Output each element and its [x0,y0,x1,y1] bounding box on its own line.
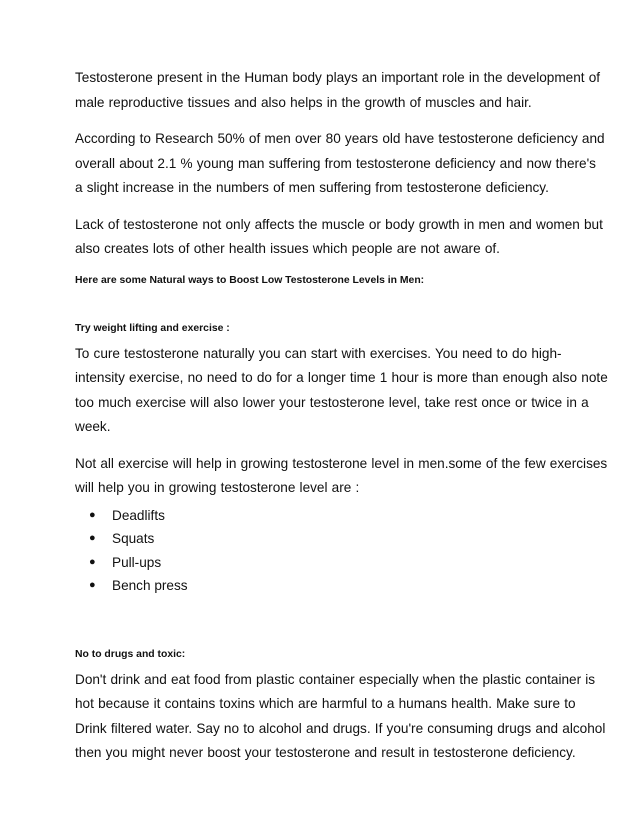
list-item [75,574,575,598]
paragraph-line: Lack of testosterone not only affects the muscle or body growth in men and women but [75,216,603,232]
bullet-icon: ● [89,579,96,591]
paragraph-line: According to Research 50% of men over 80 years old have testosterone deficiency and [75,131,605,146]
list-item [75,504,575,528]
bullet-icon: ● [89,532,96,544]
paragraph-line: To cure testosterone naturally you can start with exercises. You need to do high- [75,345,562,361]
paragraph-line: male reproductive tissues and also helps in the growth of muscles and hair. [75,94,532,110]
paragraph-line: then you might never boost your testosterone and result in testosterone deficiency. [75,745,576,760]
paragraph-line: too much exercise will also lower your testosterone level, take rest once or twice in a [75,394,589,410]
section-heading-drugs: No to drugs and toxic: [75,648,186,660]
cure-paragraph [75,342,608,440]
exercise-list-wrapper [75,504,575,598]
bullet-icon: ● [89,555,96,568]
list-item-label: Pull-ups [112,554,162,570]
list-item-label: Squats [112,531,155,546]
section-heading-weight-lifting: Try weight lifting and exercise : [75,322,230,334]
exercise-list [75,504,575,598]
list-item [75,551,575,575]
paragraph-line: Testosterone present in the Human body plays an important role in the development of [75,70,601,85]
paragraph-line: Don't drink and eat food from plastic container especially when the plastic container is [75,671,596,687]
lack-paragraph [75,213,603,262]
paragraph-line: a slight increase in the numbers of men suffering from testosterone deficiency. [75,180,549,195]
bullet-icon: ● [89,508,96,521]
list-item-label: Bench press [112,578,188,593]
section-heading-natural-ways: Here are some Natural ways to Boost Low Testosterone Levels in Men: [75,274,425,286]
not-all-paragraph [75,452,608,501]
paragraph-line: week. [75,419,111,434]
paragraph-line: intensity exercise, no need to do for a longer time 1 hour is more than enough also note [75,370,608,385]
research-paragraph [75,127,605,201]
paragraph-line: hot because it contains toxins which are harmful to a humans health. Make sure to [75,696,576,711]
paragraph-line: also creates lots of other health issues which people are not aware of. [75,241,500,256]
paragraph-line: Drink filtered water. Say no to alcohol and drugs. If you're consuming drugs and alcohol [75,720,606,736]
list-item-label: Deadlifts [112,507,165,523]
document-page [75,66,608,778]
paragraph-line: will help you in growing testosterone level are : [75,480,360,495]
paragraph-line: overall about 2.1 % young man suffering from testosterone deficiency and now there's [75,155,596,171]
paragraph-line: Not all exercise will help in growing testosterone level in men.some of the few exercises [75,455,608,471]
list-item [75,527,575,551]
intro-paragraph [75,66,601,115]
drugs-paragraph [75,668,606,766]
